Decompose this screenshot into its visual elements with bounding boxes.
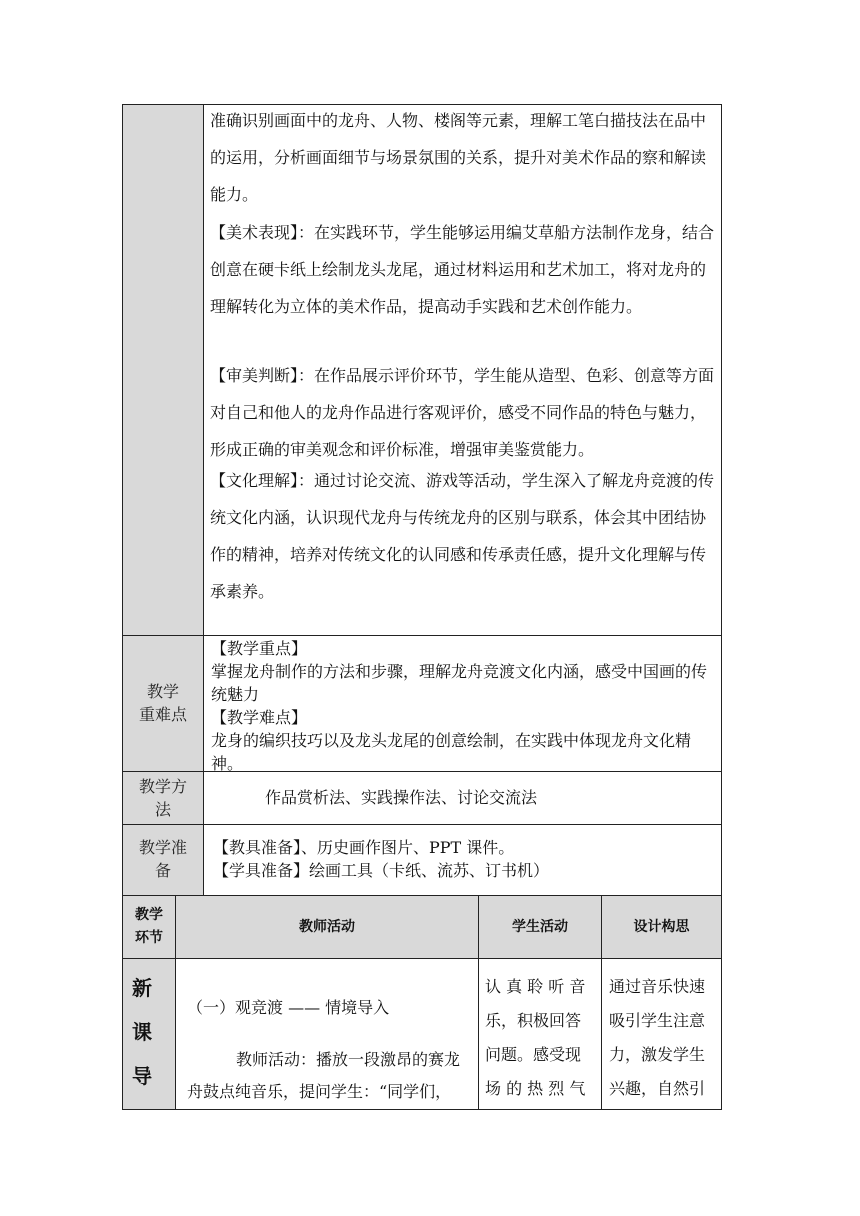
method-label-line2: 法 [154,800,171,819]
objectives-art-expression: 【美术表现】：在实践环节，学生能够运用编艾草船方法制作龙身，结合创意在硬卡纸上绘制龙头龙尾，通过材料运用和艺术加工，将对龙舟的理解转化为立体的美术作品，提高动手实践和艺术创作能力。 [210,223,715,316]
focus-label-line1: 教学 [146,682,179,701]
design-line-4: 兴趣，自然引 [609,1079,706,1098]
stage-label [132,966,162,1098]
student-activity [485,970,597,1106]
header-teacher: 教师活动 [299,919,355,935]
method-text: 作品赏析法、实践操作法、讨论交流法 [265,788,538,807]
header-stage-line2: 环节 [135,930,163,946]
teacher-activity-line1: 教师活动：播放一段激昂的赛龙 [236,1050,461,1069]
header-student: 学生活动 [512,919,568,935]
design-line-3: 力，激发学生 [609,1045,706,1064]
prep-label [122,836,204,882]
focus-label-line2: 重难点 [138,705,187,724]
focus-label [122,680,204,726]
student-line-4: 场 的 热 烈 气 [485,1079,586,1098]
prep-label-line2: 备 [154,861,171,880]
student-line-2: 乐，积极回答 [485,1011,582,1030]
header-stage-line1: 教学 [135,907,163,923]
design-idea [609,970,719,1106]
objectives-cultural-understanding: 【文化理解】：通过讨论交流、游戏等活动，学生深入了解龙舟竞渡的传统文化内涵，认识现代龙舟与传统龙舟的区别与联系，体会其中团结协作的精神，培养对传统文化的认同感和传承责任感，提升文化理解与传承素养。 [210,471,715,601]
header-stage [122,904,176,950]
design-line-2: 吸引学生注意 [609,1011,706,1030]
method-label-line1: 教学方 [138,777,187,796]
key-points-title: 【教学重点】 [211,639,308,658]
teacher-activity-title: （一）观竞渡 —— 情境导入 [187,998,390,1017]
difficult-points-title: 【教学难点】 [211,708,308,727]
difficult-points-text: 龙身的编织技巧以及龙头龙尾的创意绘制，在实践中体现龙舟文化精神。 [211,731,692,773]
student-tools: 【学具准备】绘画工具（卡纸、流苏、订书机） [213,861,550,880]
student-line-1: 认 真 聆 听 音 [485,977,586,996]
prep-label-line1: 教学准 [138,838,187,857]
stage-char-3: 导 [132,1064,152,1088]
objectives-paragraph-1: 准确识别画面中的龙舟、人物、楼阁等元素，理解工笔白描技法在品中的运用，分析画面细节与场景氛围的关系，提升对美术作品的察和解读能力。 [210,111,707,204]
key-points-text: 掌握龙舟制作的方法和步骤，理解龙舟竞渡文化内涵，感受中国画的传统魅力 [211,662,708,704]
stage-char-1: 新 [132,976,152,1000]
student-line-3: 问题。感受现 [485,1045,582,1064]
stage-char-2: 课 [132,1020,152,1044]
objectives-label-cell [122,104,204,636]
design-line-1: 通过音乐快速 [609,977,706,996]
teacher-activity-line2: 舟鼓点纯音乐，提问学生：“同学们， [187,1082,452,1101]
method-label [122,775,204,821]
teacher-tools: 【教具准备】、历史画作图片、PPT 课件。 [213,838,515,857]
focus-content [211,637,716,775]
objectives-aesthetic-judgment: 【审美判断】：在作品展示评价环节，学生能从造型、色彩、创意等方面对自己和他人的龙舟作品进行客观评价，感受不同作品的特色与魅力，形成正确的审美观念和评价标准，增强审美鉴赏能力。 [210,366,715,459]
prep-content [213,836,718,882]
header-design: 设计构思 [633,919,690,935]
